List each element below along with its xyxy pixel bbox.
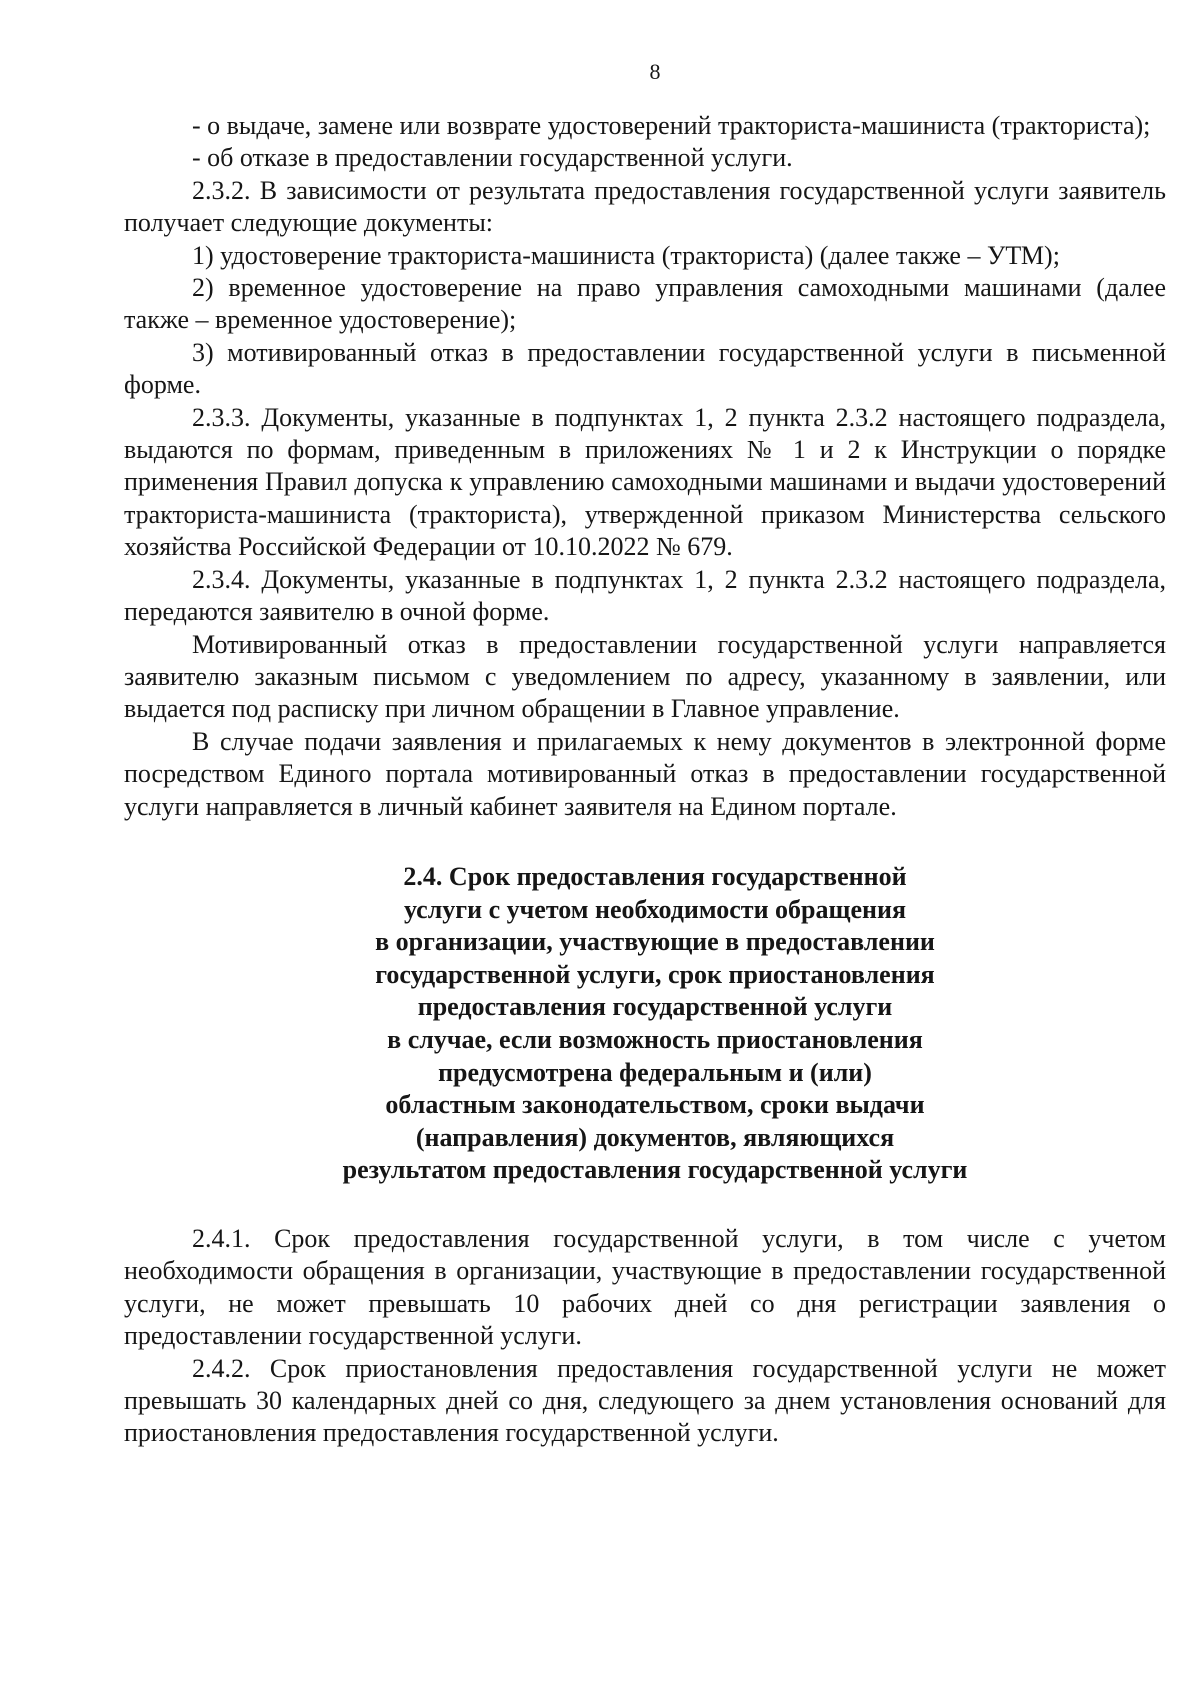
heading-line: (направления) документов, являющихся [415,1122,895,1152]
paragraph: 2.3.4. Документы, указанные в подпунктах 1, 2 пункта 2.3.2 настоящего подраздела, передаются заявителю в очной форме. [124,564,1166,627]
paragraph: 2.3.2. В зависимости от результата предоставления государственной услуги заявитель получает следующие документы: [124,175,1166,238]
paragraph: Мотивированный отказ в предоставлении государственной услуги направляется заявителю заказным письмом с уведомлением по адресу, указанному в заявлении, или выдается под расписку при личном обращении в Главное управление. [124,629,1166,724]
section-2-4-text [124,1223,1166,1450]
heading-line: в случае, если возможность приостановления [387,1024,923,1054]
heading-line: в организации, участвующие в предоставлении [375,927,935,957]
heading-line: предусмотрена федеральным и (или) [438,1057,872,1087]
paragraph: - о выдаче, замене или возврате удостоверений тракториста-машиниста (тракториста); [192,111,1151,140]
heading-line: областным законодательством, сроки выдачи [385,1090,925,1120]
heading-line: 2.4. Срок предоставления государственной [403,861,907,891]
section-2-3-text [124,110,1166,823]
heading-line: результатом предоставления государственной услуги [342,1155,968,1185]
page-number: 8 [649,59,661,84]
heading-line: услуги с учетом необходимости обращения [403,894,907,924]
paragraph: 3) мотивированный отказ в предоставлении государственной услуги в письменной форме. [124,337,1166,400]
paragraph: 2.4.2. Срок приостановления предоставления государственной услуги не может превышать 30 календарных дней со дня, следующего за днем установления оснований для приостановления предоставления государственной услуги. [124,1353,1166,1448]
section-heading-2-4 [124,861,1166,1187]
paragraph: 2) временное удостоверение на право управления самоходными машинами (далее также – временное удостоверение); [124,273,1166,335]
paragraph: 2.4.1. Срок предоставления государственной услуги, в том числе с учетом необходимости обращения в организации, участвующие в предоставлении государственной услуги, не может превышать 10 рабочих дней со дня регистрации заявления о предоставлении государственной услуги. [124,1223,1166,1351]
heading-line: предоставления государственной услуги [417,992,893,1022]
paragraph: 2.3.3. Документы, указанные в подпунктах 1, 2 пункта 2.3.2 настоящего подраздела, выдаются по формам, приведенным в приложениях № 1 и 2 к Инструкции о порядке применения Правил допуска к управлению самоходными машинами и выдачи удостоверений тракториста-машиниста (тракториста), утвержденной приказом Министерства сельского хозяйства Российской Федерации от 10.10.2022 № 679. [124,402,1166,562]
paragraph: 1) удостоверение тракториста-машиниста (тракториста) (далее также – УТМ); [192,240,1060,270]
heading-line: государственной услуги, срок приостановления [375,959,935,989]
paragraph: - об отказе в предоставлении государственной услуги. [192,143,793,173]
paragraph: В случае подачи заявления и прилагаемых к нему документов в электронной форме посредством Единого портала мотивированный отказ в предоставлении государственной услуги направляется в личный кабинет заявителя на Едином портале. [124,726,1166,821]
